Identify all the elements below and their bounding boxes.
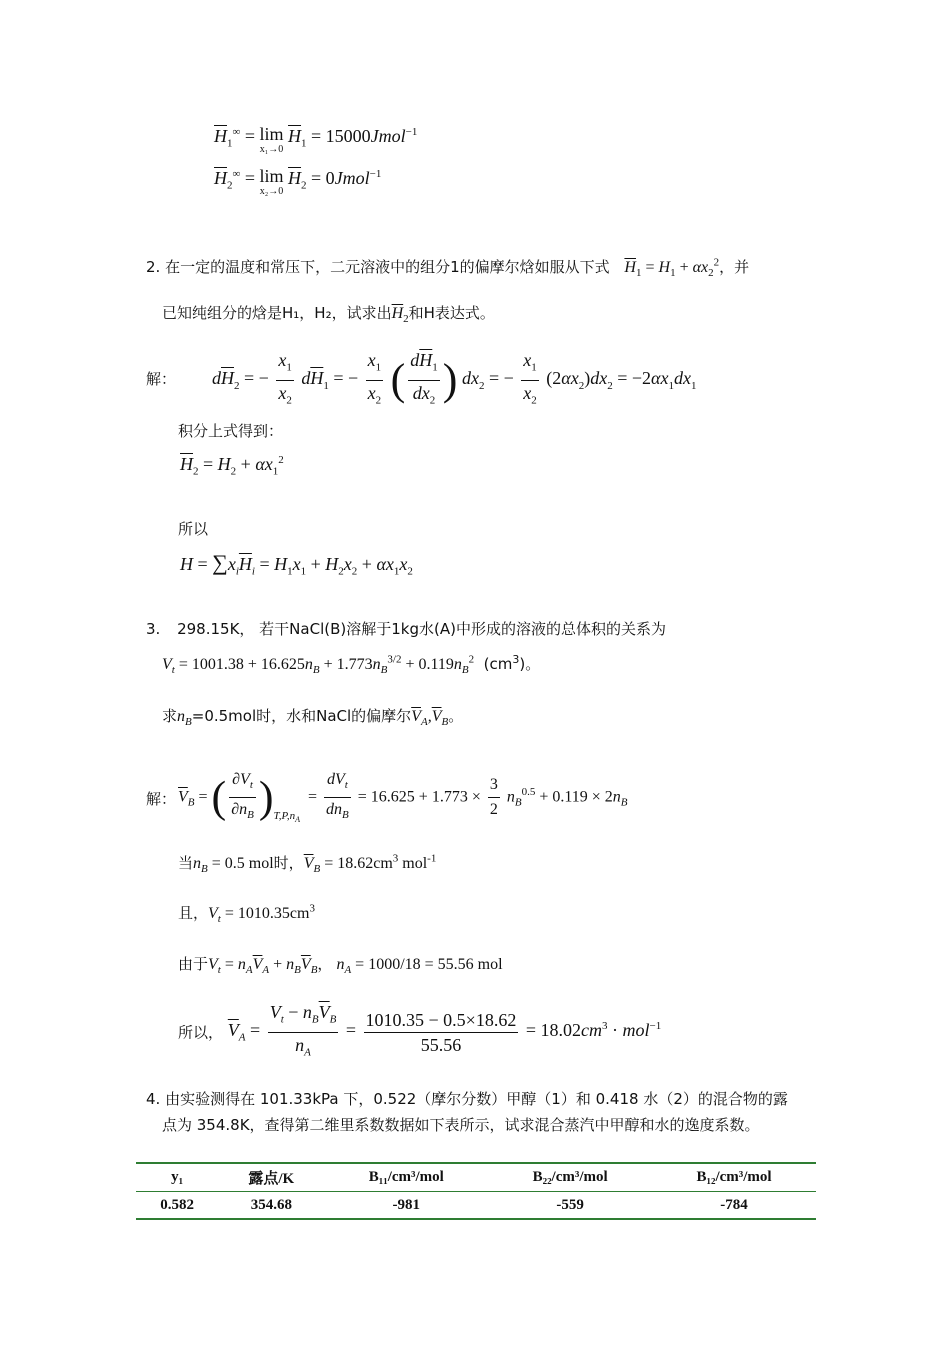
table-header-row	[136, 1163, 816, 1192]
problem-2-equation-2: $\overline{H}_2 = H_2 + \alpha x_1^2$	[180, 454, 284, 478]
table-header-cell: y₁	[171, 1169, 184, 1185]
problem-4-statement-line1: 4. 由实验测得在 101.33kPa 下，0.522（摩尔分数）甲醇（1）和 0.418 水（2）的混合物的露	[146, 1090, 788, 1108]
table-cell: -559	[556, 1196, 584, 1213]
problem-2-therefore-text: 所以	[178, 520, 209, 538]
problem-2-statement-line2: 已知纯组分的焓是H₁，H₂，试求出$\overline{H}_2$和H表达式。	[162, 304, 495, 326]
table-cell: -981	[392, 1196, 421, 1213]
problem-3-and-line: 且，$V_t = 1010.35cm^3$	[178, 902, 315, 926]
table-header-cell: B₁₂/cm³/mol	[696, 1169, 772, 1185]
table-cell: 0.582	[160, 1196, 194, 1213]
problem-2-equation-3: $H = \sum x_i\overline{H}_i = H_1x_1 + H_2x_2 + \alpha x_1x_2$	[180, 550, 413, 578]
problem-2-solution-label: 解：	[146, 370, 177, 388]
problem-2-integrate-text: 积分上式得到：	[178, 422, 284, 440]
problem-2-equation-1: $d\overline{H}_2$ = − $\frac{x_1}{x_2}$ $d\overline{H}_1$ = − $\frac{x_1}{x_2}$ ( $\frac{d\overline{H}_1}{dx_2}$ ) $dx_2$ = − $\frac{x_1}{x_2}$ $(2\alpha x_2)dx_2 = -2\alpha x_1dx_1$	[212, 350, 697, 407]
problem-4-statement-line2: 点为 354.8K，查得第二维里系数数据如下表所示，试求混合蒸汽中甲醇和水的逸度系数。	[162, 1116, 760, 1134]
problem-2-statement-line1: 2. 在一定的温度和常压下，二元溶液中的组分1的偏摩尔焓如服从下式 $\overline{H}_1 = H_1 + \alpha x_2^2$，并	[146, 256, 750, 280]
problem-3-question: 求$n_B=0.5mol$时，水和NaCl的偏摩尔$\overline{V}_A,\overline{V}_B$。	[162, 707, 464, 729]
table-header-cell: B₂₂/cm³/mol	[532, 1169, 608, 1185]
table-row	[136, 1192, 816, 1220]
problem-3-vb-equation: $\overline{V}_B$ = ( $\frac{\partial V_t}{\partial n_B}$ )$_{T,P,n_A}$ = $\frac{dV_t}{dn_B}$ = 16.625 + 1.773 × $\frac{3}{2}$ $n_B^{0.5} + 0.119 \times 2n_B$	[178, 768, 628, 827]
problem-3-so-line: 所以， $\overline{V}_A$ = $\frac{V_t - n_B\overline{V}_B}{n_A}$ = $\frac{1010.35 - 0.5\times 18.62}{55.56}$ = $18.02cm^3 \cdot mol^{-1}$	[178, 1002, 662, 1059]
table-header-cell: 露点/K	[248, 1171, 295, 1187]
problem-3-statement: 3. 298.15K， 若干NaCl(B)溶解于1kg水(A)中形成的溶液的总体积的关系为	[146, 620, 666, 638]
limit-h2-equation: $\overline{H}_2^\infty$ = lim x₂→0 $\overline{H}_2$ = 0Jmol$^{-1}$	[214, 166, 382, 197]
virial-coefficient-table	[136, 1162, 816, 1220]
problem-3-when-line: 当$n_B = 0.5$ mol时，$\overline{V}_B = 18.62cm^3$ mol$^{-1}$	[178, 852, 437, 876]
problem-3-from-line: 由于$V_t = n_A\overline{V}_A + n_B\overline{V}_B$， $n_A = 1000/18 = 55.56$ mol	[178, 955, 503, 977]
table-cell: -784	[720, 1196, 748, 1213]
limit-h1-equation: $\overline{H}_1^\infty$ = lim x₁→0 $\overline{H}_1$ = 15000Jmol$^{-1}$	[214, 124, 418, 155]
problem-3-volume-equation: $V_t = 1001.38 + 16.625n_B + 1.773n_B^{3/2} + 0.119n_B^2$ $(cm^3)$。	[162, 653, 541, 677]
table-header-cell: B₁₁/cm³/mol	[368, 1169, 444, 1185]
problem-3-solution-label: 解：	[146, 790, 177, 808]
table-cell: 354.68	[250, 1196, 292, 1213]
